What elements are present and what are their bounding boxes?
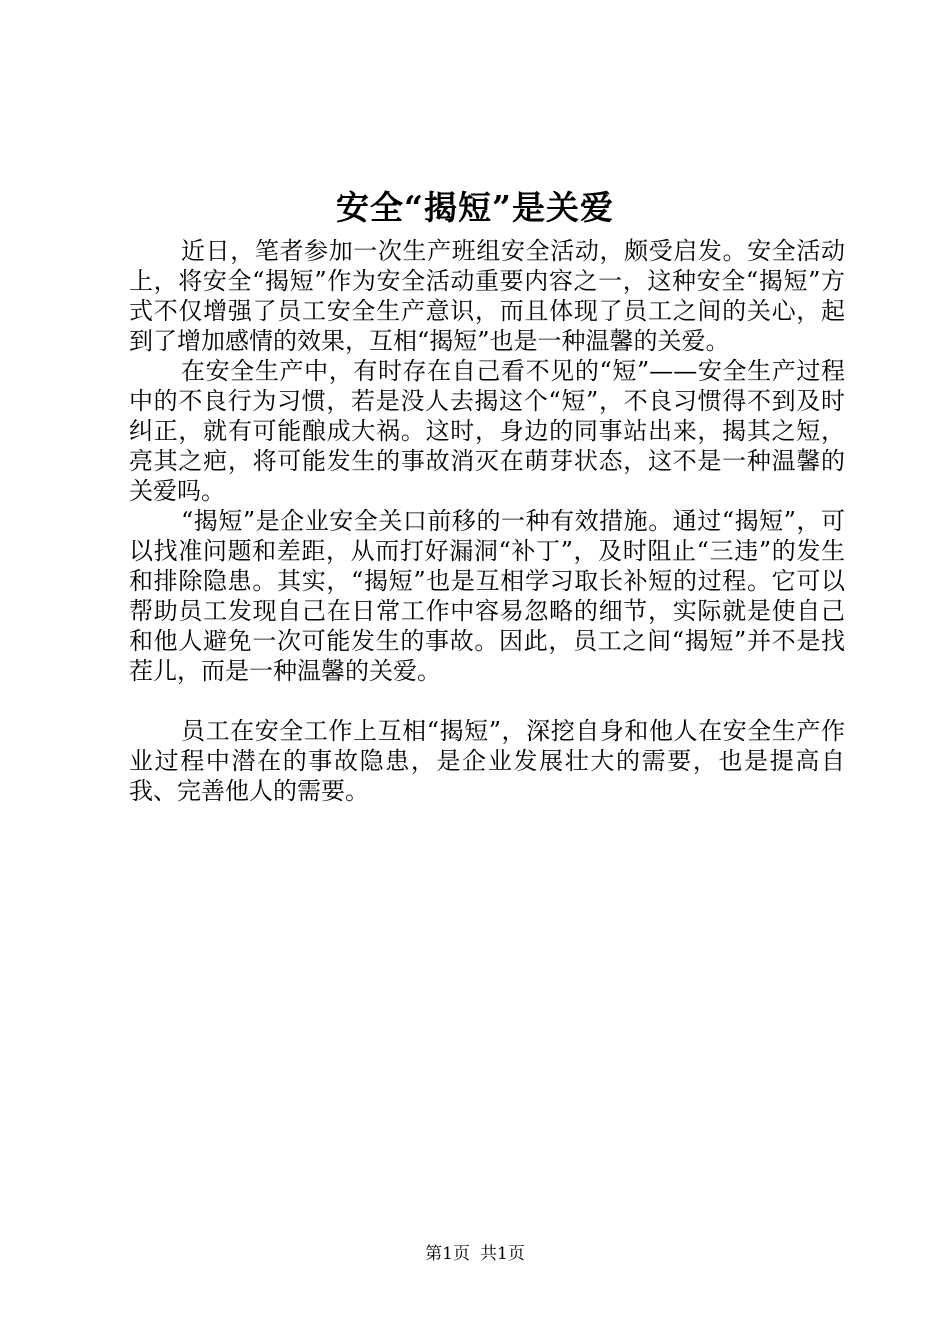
page-footer bbox=[0, 1243, 950, 1265]
paragraph-3: “揭短”是企业安全关口前移的一种有效措施。通过“揭短”，可以找准问题和差距，从而打好漏洞“补丁”，及时阻止“三违”的发生和排除隐患。其实，“揭短”也是互相学习取长补短的过程。它可以帮助员工发现自己在日常工作中容易忽略的细节，实际就是使自己和他人避免一次可能发生的事故。因此，员工之间“揭短”并不是找茬儿，而是一种温馨的关爱。 bbox=[129, 507, 845, 685]
paragraph-2: 在安全生产中，有时存在自己看不见的“短”——安全生产过程中的不良行为习惯，若是没人去揭这个“短”，不良习惯得不到及时纠正，就有可能酿成大祸。这时，身边的同事站出来，揭其之短，亮其之疤，将可能发生的事故消灭在萌芽状态，这不是一种温馨的关爱吗。 bbox=[129, 357, 845, 505]
document-body bbox=[129, 236, 845, 806]
paragraph-4: 员工在安全工作上互相“揭短”，深挖自身和他人在安全生产作业过程中潜在的事故隐患，是企业发展壮大的需要，也是提高自我、完善他人的需要。 bbox=[129, 717, 845, 805]
page-number: 第1页 bbox=[425, 1244, 470, 1264]
page-total: 共1页 bbox=[480, 1244, 525, 1264]
paragraph-1: 近日，笔者参加一次生产班组安全活动，颇受启发。安全活动上，将安全“揭短”作为安全活动重要内容之一，这种安全“揭短”方式不仅增强了员工安全生产意识，而且体现了员工之间的关心，起到了增加感情的效果，互相“揭短”也是一种温馨的关爱。 bbox=[129, 237, 845, 355]
document-title: 安全“揭短”是关爱 bbox=[336, 188, 614, 227]
